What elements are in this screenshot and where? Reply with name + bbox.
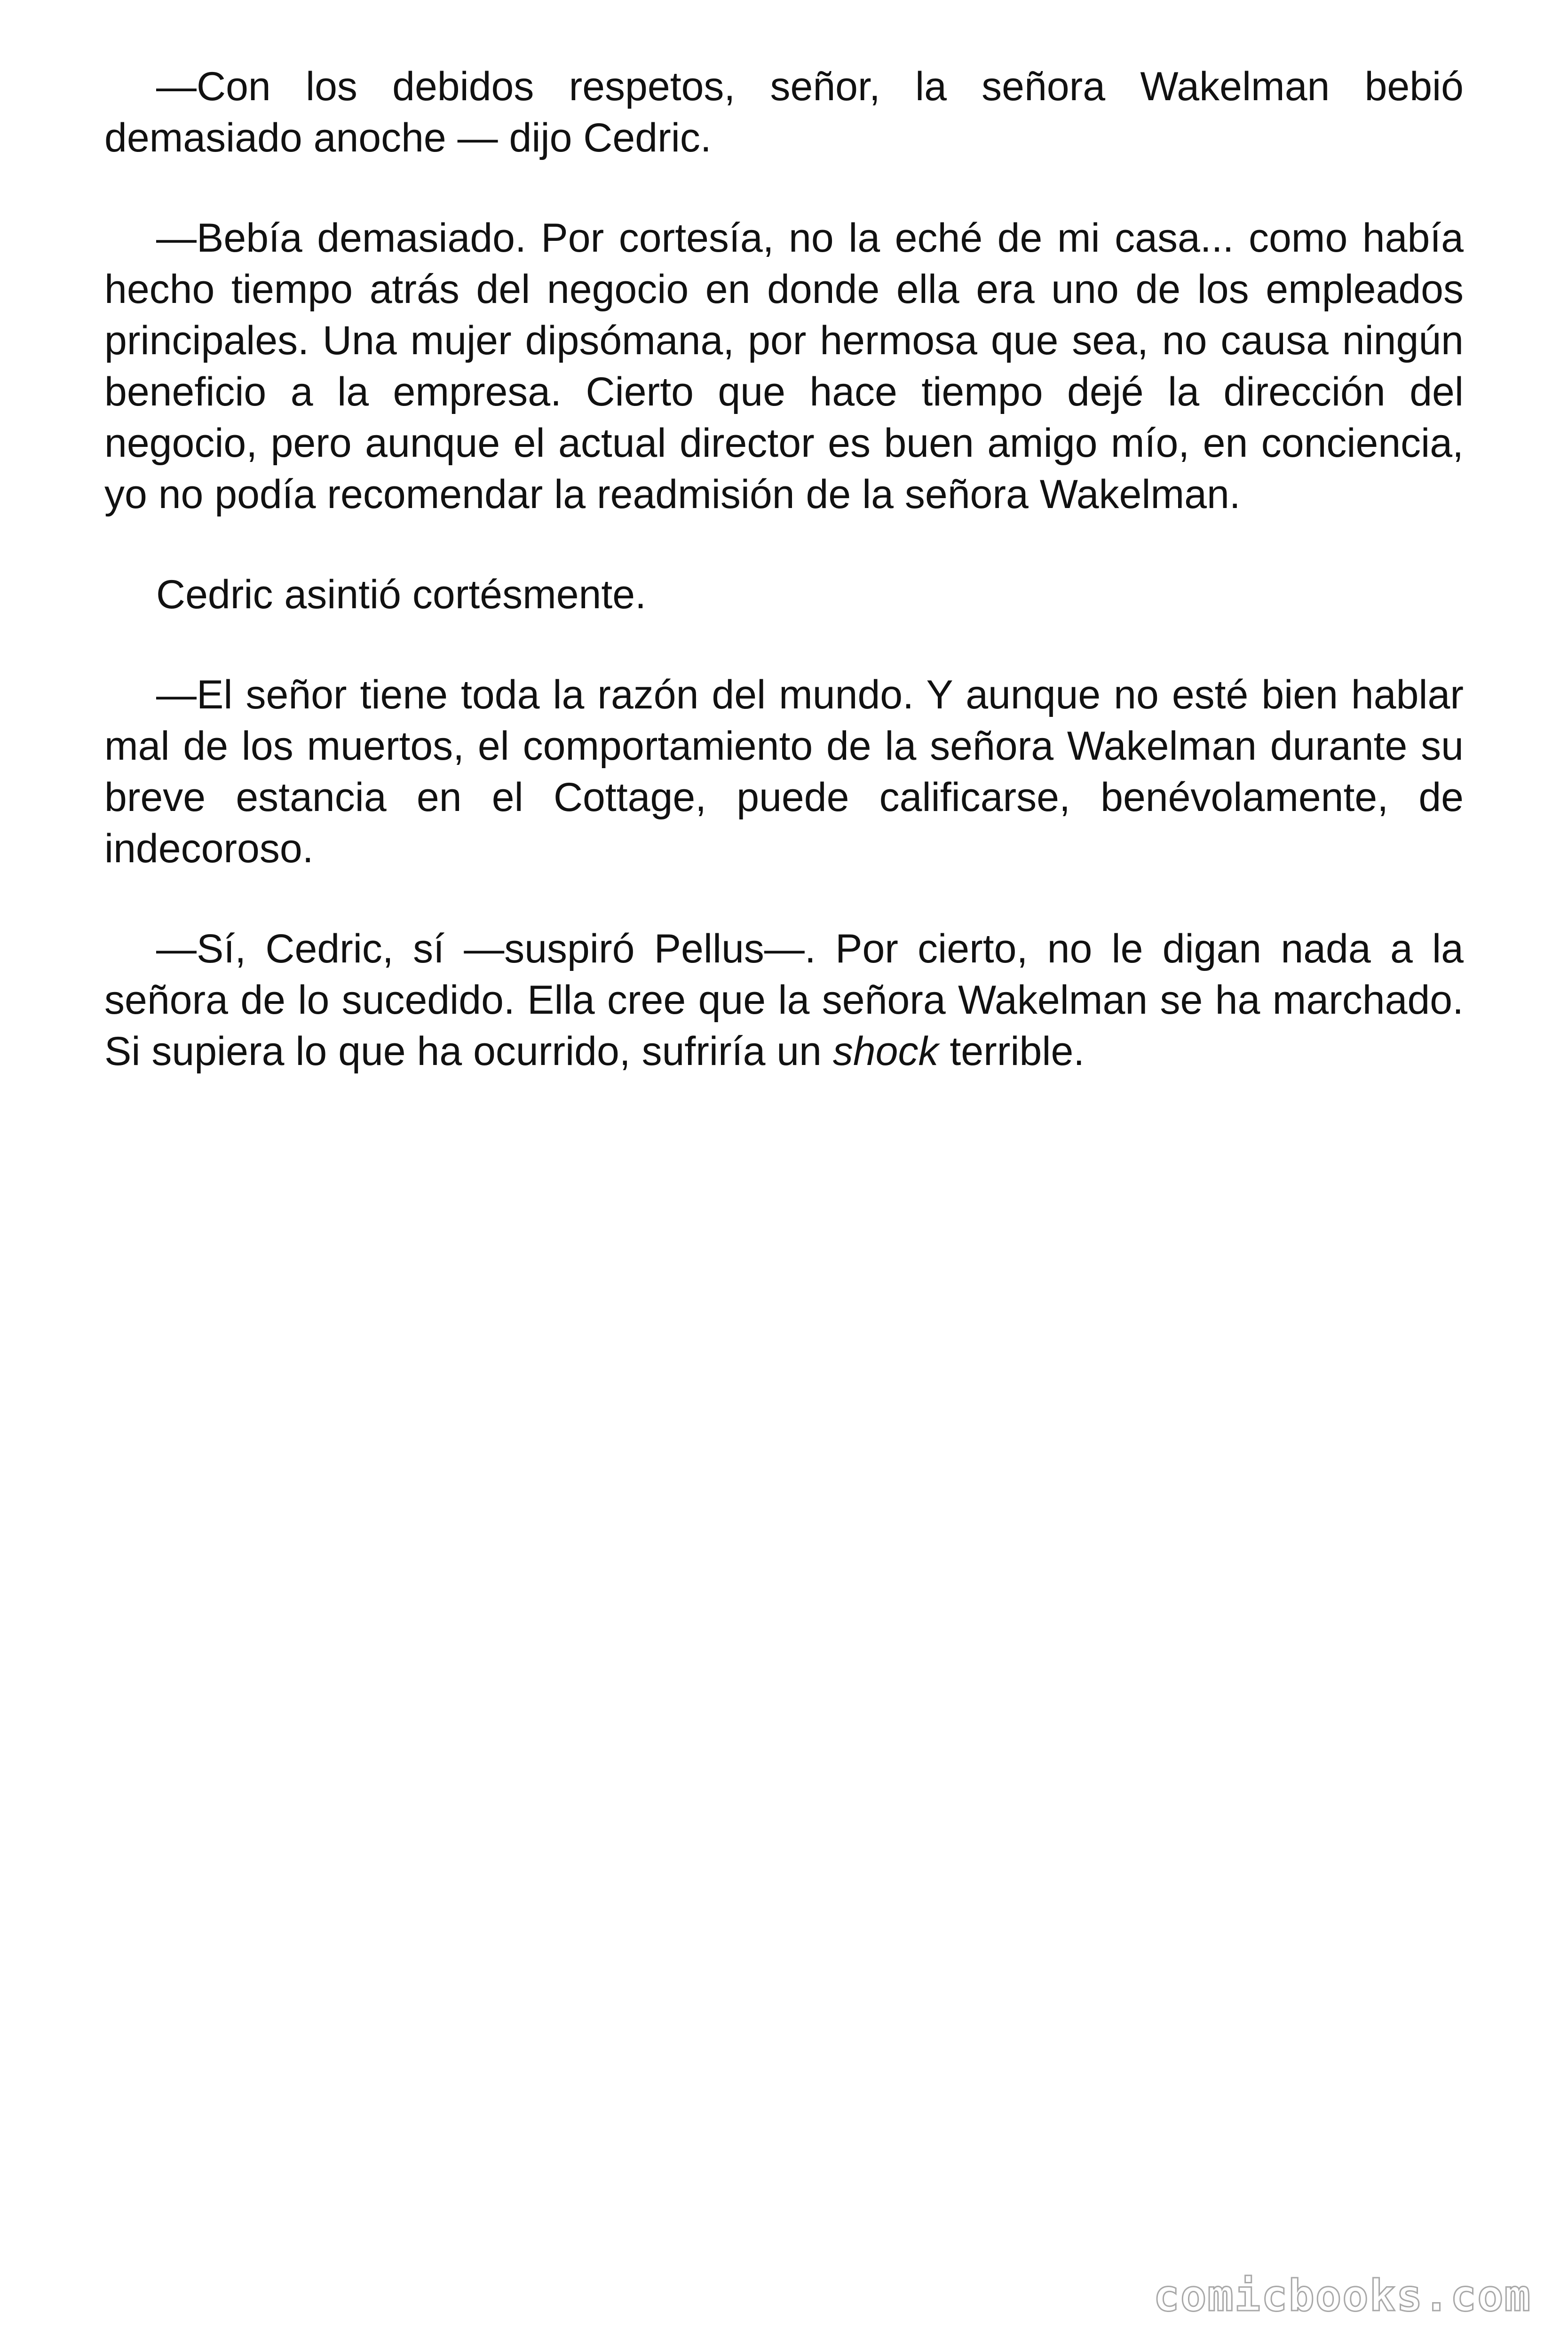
paragraph-3: Cedric asintió cortésmente. xyxy=(156,572,646,617)
watermark-text: comicbooks.com xyxy=(1153,2271,1531,2321)
paragraph-5-end: terrible. xyxy=(938,1029,1085,1074)
paragraph-4: —El señor tiene toda la razón del mundo. Y aunque no esté bien hablar mal de los muertos, el comportamiento de la señora Wakelman durante su breve estancia en el Cottage, puede calificarse, benévolamente, de indecoroso. xyxy=(104,672,1464,871)
paragraph-2: —Bebía demasiado. Por cortesía, no la eché de mi casa... como había hecho tiempo atrás del negocio en donde ella era uno de los empleados principales. Una mujer dipsómana, por hermosa que sea, no causa ningún beneficio a la empresa. Cierto que hace tiempo dejé la dirección del negocio, pero aunque el actual director es buen amigo mío, en conciencia, yo no podía recomendar la readmisión de la señora Wakelman. xyxy=(104,215,1464,517)
paragraph-1: —Con los debidos respetos, señor, la señora Wakelman bebió demasiado anoche — dijo Cedric. xyxy=(104,64,1464,160)
paragraph-5 xyxy=(104,923,1464,1077)
emphasis-shock: shock xyxy=(832,1029,939,1074)
page-body xyxy=(104,61,1464,1126)
paragraph-5-start: —Sí, Cedric, sí —suspiró Pellus—. Por cierto, no le digan nada a la señora de lo sucedido. Ella cree que la señora Wakelman se ha marchado. Si supiera lo que ha ocurrido, sufriría un xyxy=(104,926,1464,1074)
